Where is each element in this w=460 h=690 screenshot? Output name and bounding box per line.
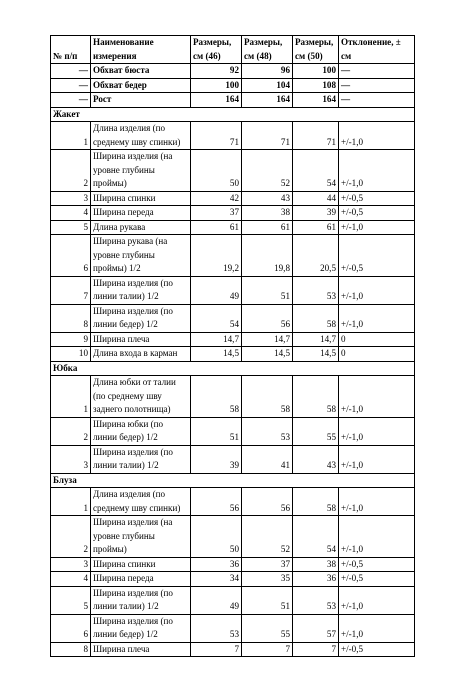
row-name: Ширина изделия (по линии бедер) 1/2 xyxy=(91,304,191,332)
header-size-48: Размеры, см (48) xyxy=(242,36,293,64)
row-number: 5 xyxy=(51,586,91,614)
row-size-46: 164 xyxy=(191,93,242,108)
row-name: Обхват бюста xyxy=(91,64,191,79)
table-row xyxy=(51,150,415,192)
row-size-48: 56 xyxy=(242,488,293,516)
row-size-46: 19,2 xyxy=(191,235,242,277)
row-number: 6 xyxy=(51,614,91,642)
header-size-50: Размеры, см (50) xyxy=(293,36,339,64)
row-deviation: +/-1,0 xyxy=(339,614,415,642)
row-size-46: 50 xyxy=(191,150,242,192)
row-deviation: +/-1,0 xyxy=(339,516,415,558)
header-size-46: Размеры, см (46) xyxy=(191,36,242,64)
row-size-46: 56 xyxy=(191,488,242,516)
row-size-46: 7 xyxy=(191,642,242,657)
row-name: Ширина спинки xyxy=(91,191,191,206)
row-size-50: 36 xyxy=(293,572,339,587)
table-row xyxy=(51,376,415,418)
row-name: Длина входа в карман xyxy=(91,347,191,362)
row-name: Ширина изделия (по линии талии) 1/2 xyxy=(91,586,191,614)
row-name: Длина изделия (по среднему шву спинки) xyxy=(91,488,191,516)
row-deviation: +/-1,0 xyxy=(339,122,415,150)
row-name: Ширина плеча xyxy=(91,332,191,347)
table-row xyxy=(51,332,415,347)
row-size-50: 53 xyxy=(293,586,339,614)
row-size-50: 53 xyxy=(293,276,339,304)
row-deviation: +/-1,0 xyxy=(339,417,415,445)
row-size-48: 51 xyxy=(242,276,293,304)
row-name: Длина юбки от талии (по среднему шву заднего полотнища) xyxy=(91,376,191,418)
row-size-46: 39 xyxy=(191,445,242,473)
row-deviation: +/-1,0 xyxy=(339,376,415,418)
row-size-48: 53 xyxy=(242,417,293,445)
row-size-48: 14,5 xyxy=(242,347,293,362)
row-number: 1 xyxy=(51,376,91,418)
row-size-48: 51 xyxy=(242,586,293,614)
table-row xyxy=(51,93,415,108)
row-size-46: 50 xyxy=(191,516,242,558)
row-size-46: 61 xyxy=(191,220,242,235)
row-size-46: 42 xyxy=(191,191,242,206)
row-number: 1 xyxy=(51,488,91,516)
row-name: Ширина переда xyxy=(91,206,191,221)
row-size-50: 14,7 xyxy=(293,332,339,347)
row-size-46: 49 xyxy=(191,586,242,614)
row-deviation: +/-0,5 xyxy=(339,191,415,206)
row-deviation: +/-0,5 xyxy=(339,557,415,572)
row-number: 3 xyxy=(51,191,91,206)
row-size-46: 49 xyxy=(191,276,242,304)
row-size-50: 7 xyxy=(293,642,339,657)
row-number: 6 xyxy=(51,235,91,277)
table-row xyxy=(51,445,415,473)
row-size-48: 52 xyxy=(242,150,293,192)
row-deviation: +/-1,0 xyxy=(339,586,415,614)
row-size-50: 57 xyxy=(293,614,339,642)
row-name: Ширина юбки (по линии бедер) 1/2 xyxy=(91,417,191,445)
row-name: Обхват бедер xyxy=(91,78,191,93)
table-row xyxy=(51,206,415,221)
row-name: Ширина изделия (по линии бедер) 1/2 xyxy=(91,614,191,642)
row-size-46: 92 xyxy=(191,64,242,79)
row-deviation: +/-0,5 xyxy=(339,572,415,587)
row-size-48: 14,7 xyxy=(242,332,293,347)
row-name: Длина рукава xyxy=(91,220,191,235)
row-size-50: 58 xyxy=(293,376,339,418)
row-size-50: 55 xyxy=(293,417,339,445)
row-deviation: — xyxy=(339,78,415,93)
row-size-48: 7 xyxy=(242,642,293,657)
row-size-48: 37 xyxy=(242,557,293,572)
row-size-50: 71 xyxy=(293,122,339,150)
row-size-48: 52 xyxy=(242,516,293,558)
row-deviation: +/-0,5 xyxy=(339,235,415,277)
row-number: — xyxy=(51,78,91,93)
row-number: 8 xyxy=(51,304,91,332)
row-size-46: 34 xyxy=(191,572,242,587)
table-row xyxy=(51,78,415,93)
table-row xyxy=(51,64,415,79)
row-size-46: 51 xyxy=(191,417,242,445)
row-number: — xyxy=(51,64,91,79)
row-size-48: 19,8 xyxy=(242,235,293,277)
row-size-50: 164 xyxy=(293,93,339,108)
row-number: 2 xyxy=(51,417,91,445)
row-size-50: 39 xyxy=(293,206,339,221)
row-size-50: 61 xyxy=(293,220,339,235)
table-row xyxy=(51,614,415,642)
row-deviation: 0 xyxy=(339,347,415,362)
row-number: 3 xyxy=(51,445,91,473)
row-size-50: 100 xyxy=(293,64,339,79)
section-header-row xyxy=(51,107,415,122)
table-header-row xyxy=(51,36,415,64)
row-size-48: 55 xyxy=(242,614,293,642)
row-size-48: 58 xyxy=(242,376,293,418)
row-size-46: 36 xyxy=(191,557,242,572)
row-size-50: 58 xyxy=(293,304,339,332)
row-size-50: 108 xyxy=(293,78,339,93)
row-size-48: 35 xyxy=(242,572,293,587)
header-num: № п/п xyxy=(51,36,91,64)
row-size-48: 56 xyxy=(242,304,293,332)
table-row xyxy=(51,276,415,304)
row-deviation: +/-1,0 xyxy=(339,445,415,473)
row-number: 1 xyxy=(51,122,91,150)
row-number: — xyxy=(51,93,91,108)
table-body xyxy=(51,64,415,657)
row-deviation: — xyxy=(339,93,415,108)
row-size-48: 96 xyxy=(242,64,293,79)
row-size-50: 54 xyxy=(293,516,339,558)
row-name: Ширина переда xyxy=(91,572,191,587)
row-number: 9 xyxy=(51,332,91,347)
row-size-46: 71 xyxy=(191,122,242,150)
row-size-46: 14,7 xyxy=(191,332,242,347)
row-size-48: 71 xyxy=(242,122,293,150)
table-row xyxy=(51,557,415,572)
row-deviation: +/-1,0 xyxy=(339,220,415,235)
row-deviation: +/-1,0 xyxy=(339,276,415,304)
measurements-table xyxy=(50,35,415,657)
row-size-48: 38 xyxy=(242,206,293,221)
row-name: Ширина изделия (на уровне глубины проймы) xyxy=(91,150,191,192)
header-name: Наименование измерения xyxy=(91,36,191,64)
row-size-48: 43 xyxy=(242,191,293,206)
row-name: Ширина спинки xyxy=(91,557,191,572)
table-row xyxy=(51,417,415,445)
row-size-46: 100 xyxy=(191,78,242,93)
row-deviation: +/-0,5 xyxy=(339,642,415,657)
row-size-48: 41 xyxy=(242,445,293,473)
section-header-row xyxy=(51,473,415,488)
header-deviation: Отклонение, ± см xyxy=(339,36,415,64)
table-row xyxy=(51,642,415,657)
row-size-46: 54 xyxy=(191,304,242,332)
row-size-50: 58 xyxy=(293,488,339,516)
row-name: Ширина изделия (на уровне глубины проймы) xyxy=(91,516,191,558)
row-name: Рост xyxy=(91,93,191,108)
row-size-50: 43 xyxy=(293,445,339,473)
row-name: Ширина рукава (на уровне глубины проймы) 1/2 xyxy=(91,235,191,277)
row-size-46: 14,5 xyxy=(191,347,242,362)
row-size-50: 54 xyxy=(293,150,339,192)
row-deviation: +/-1,0 xyxy=(339,488,415,516)
row-size-50: 14,5 xyxy=(293,347,339,362)
row-size-50: 44 xyxy=(293,191,339,206)
row-number: 3 xyxy=(51,557,91,572)
table-row xyxy=(51,191,415,206)
section-title: Жакет xyxy=(51,107,415,122)
row-size-50: 20,5 xyxy=(293,235,339,277)
row-deviation: +/-0,5 xyxy=(339,206,415,221)
row-name: Ширина плеча xyxy=(91,642,191,657)
row-size-50: 38 xyxy=(293,557,339,572)
table-row xyxy=(51,488,415,516)
row-number: 2 xyxy=(51,516,91,558)
row-size-48: 104 xyxy=(242,78,293,93)
row-number: 8 xyxy=(51,642,91,657)
row-deviation: — xyxy=(339,64,415,79)
section-title: Блуза xyxy=(51,473,415,488)
row-size-46: 58 xyxy=(191,376,242,418)
table-row xyxy=(51,516,415,558)
row-number: 10 xyxy=(51,347,91,362)
row-size-46: 37 xyxy=(191,206,242,221)
table-row xyxy=(51,235,415,277)
row-number: 4 xyxy=(51,206,91,221)
row-name: Ширина изделия (по линии талии) 1/2 xyxy=(91,276,191,304)
table-row xyxy=(51,220,415,235)
row-deviation: +/-1,0 xyxy=(339,304,415,332)
table-row xyxy=(51,304,415,332)
row-size-48: 61 xyxy=(242,220,293,235)
row-size-46: 53 xyxy=(191,614,242,642)
row-number: 4 xyxy=(51,572,91,587)
section-header-row xyxy=(51,361,415,376)
section-title: Юбка xyxy=(51,361,415,376)
row-name: Ширина изделия (по линии талии) 1/2 xyxy=(91,445,191,473)
table-row xyxy=(51,586,415,614)
table-row xyxy=(51,347,415,362)
row-deviation: 0 xyxy=(339,332,415,347)
table-row xyxy=(51,122,415,150)
row-size-48: 164 xyxy=(242,93,293,108)
row-number: 5 xyxy=(51,220,91,235)
row-number: 7 xyxy=(51,276,91,304)
row-deviation: +/-1,0 xyxy=(339,150,415,192)
row-name: Длина изделия (по среднему шву спинки) xyxy=(91,122,191,150)
table-row xyxy=(51,572,415,587)
row-number: 2 xyxy=(51,150,91,192)
